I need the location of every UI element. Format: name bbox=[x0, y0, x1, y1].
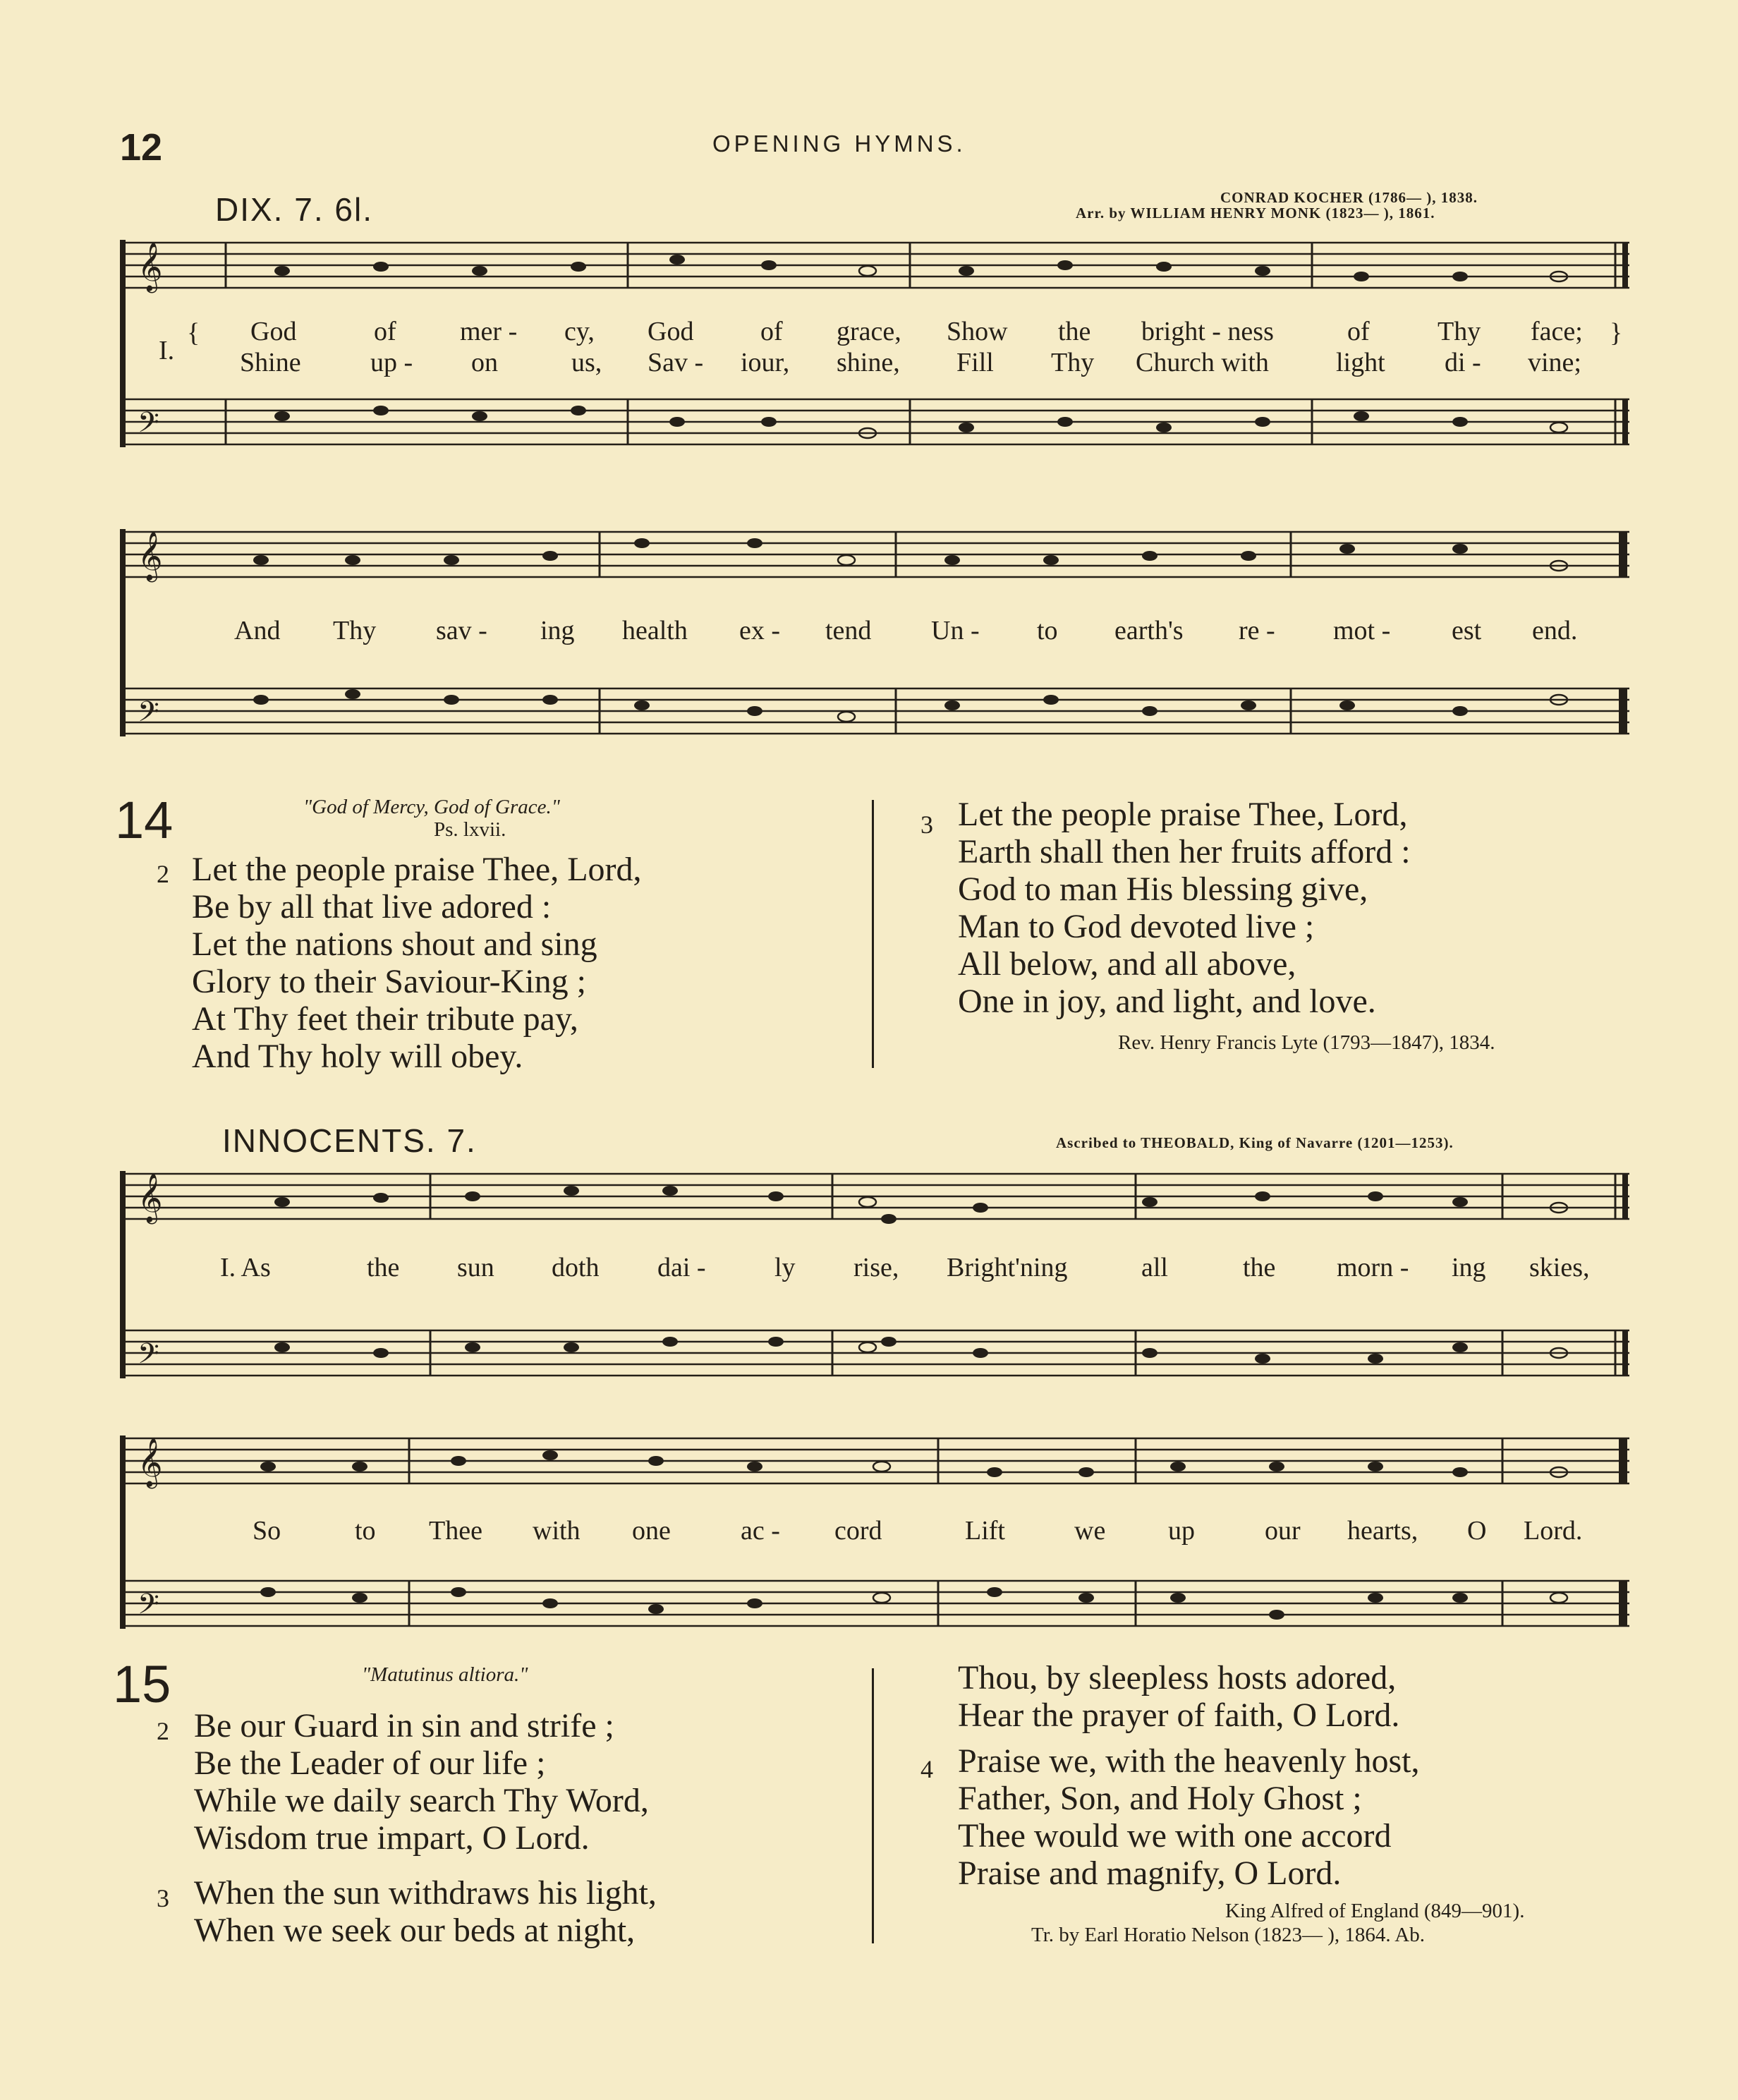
verse-line: Praise we, with the heavenly host, bbox=[958, 1742, 1420, 1780]
lyric: we bbox=[1074, 1516, 1106, 1546]
lyric: rise, bbox=[853, 1253, 899, 1282]
translator-credit: Tr. by Earl Horatio Nelson (1823— ), 1864. Ab. bbox=[1031, 1924, 1425, 1946]
verse-3 bbox=[194, 1874, 657, 1949]
lyric: ing bbox=[1452, 1253, 1486, 1282]
verse-2 bbox=[192, 851, 642, 1075]
lyric: And bbox=[234, 616, 281, 645]
lyric: us, bbox=[571, 348, 602, 377]
lyric: skies, bbox=[1529, 1253, 1590, 1282]
verse-number: I. bbox=[159, 336, 175, 365]
verse-line: Let the nations shout and sing bbox=[192, 925, 597, 963]
verse-4 bbox=[958, 1742, 1420, 1892]
lyric: iour, bbox=[741, 348, 790, 377]
lyric: di - bbox=[1445, 348, 1481, 377]
composer-credit: CONRAD KOCHER (1786— ), 1838. bbox=[1220, 189, 1478, 206]
lyric: ly bbox=[774, 1253, 796, 1282]
svg-text:𝄞: 𝄞 bbox=[138, 243, 163, 290]
lyric: on bbox=[471, 348, 498, 377]
verse-line: Man to God devoted live ; bbox=[958, 908, 1315, 945]
lyric: to bbox=[355, 1516, 376, 1546]
verse-number: 4 bbox=[920, 1755, 933, 1783]
verse-line: Thou, by sleepless hosts adored, bbox=[958, 1659, 1397, 1697]
svg-text:𝄢: 𝄢 bbox=[138, 697, 159, 734]
psalm-reference: Ps. lxvii. bbox=[434, 818, 506, 841]
composer-credit: Ascribed to THEOBALD, King of Navarre (1201—1253). bbox=[1056, 1134, 1454, 1151]
hymn-title: "Matutinus altiora." bbox=[362, 1663, 528, 1686]
lyric: ex - bbox=[739, 616, 781, 645]
lyric: God bbox=[648, 317, 694, 346]
lyric: O bbox=[1467, 1516, 1487, 1546]
lyric: bright - ness bbox=[1141, 317, 1274, 346]
verse-line: Praise and magnify, O Lord. bbox=[958, 1855, 1342, 1892]
lyric: with bbox=[533, 1516, 581, 1546]
lyric-brace: { bbox=[187, 318, 200, 348]
lyric: of bbox=[760, 317, 783, 346]
lyric: sav - bbox=[436, 616, 487, 645]
verse-line: At Thy feet their tribute pay, bbox=[192, 1000, 578, 1038]
lyric: to bbox=[1037, 616, 1058, 645]
page-header: OPENING HYMNS. bbox=[712, 131, 966, 157]
svg-text:𝄢: 𝄢 bbox=[138, 1589, 159, 1627]
lyric: cord bbox=[834, 1516, 882, 1546]
hymn-number: 15 bbox=[113, 1655, 171, 1713]
lyric: Un - bbox=[931, 616, 980, 645]
lyric: the bbox=[1243, 1253, 1276, 1282]
verse-line: All below, and all above, bbox=[958, 945, 1296, 983]
svg-text:𝄞: 𝄞 bbox=[138, 533, 163, 579]
hymn-number: 14 bbox=[115, 791, 174, 849]
lyric: Bright'ning bbox=[947, 1253, 1068, 1282]
lyric-brace-right: } bbox=[1610, 318, 1623, 348]
verse-line: Let the people praise Thee, Lord, bbox=[192, 851, 642, 888]
verse-line: God to man His blessing give, bbox=[958, 870, 1368, 908]
lyric: up - bbox=[370, 348, 413, 377]
lyric: of bbox=[374, 317, 396, 346]
verse-3-continued bbox=[958, 1659, 1399, 1734]
lyric: Church with bbox=[1136, 348, 1269, 377]
verse-line: Hear the prayer of faith, O Lord. bbox=[958, 1697, 1400, 1734]
lyric: grace, bbox=[837, 317, 901, 346]
lyric: Thy bbox=[333, 616, 377, 645]
svg-text:𝄢: 𝄢 bbox=[138, 408, 159, 445]
lyric: Thy bbox=[1051, 348, 1095, 377]
verse-line: Earth shall then her fruits afford : bbox=[958, 833, 1411, 870]
author-credit: King Alfred of England (849—901). bbox=[1225, 1900, 1525, 1922]
lyric: I. As bbox=[220, 1253, 271, 1282]
svg-text:𝄞: 𝄞 bbox=[138, 1439, 163, 1486]
verse-line: Be by all that live adored : bbox=[192, 888, 552, 925]
tune-name-innocents: INNOCENTS. 7. bbox=[222, 1122, 477, 1159]
lyric: cy, bbox=[564, 317, 595, 346]
verse-line: And Thy holy will obey. bbox=[192, 1038, 523, 1075]
tune-name-dix: DIX. 7. 6l. bbox=[215, 191, 373, 228]
verse-line: Be our Guard in sin and strife ; bbox=[194, 1707, 614, 1744]
lyric: morn - bbox=[1337, 1253, 1409, 1282]
page-number: 12 bbox=[120, 126, 163, 169]
lyric: Show bbox=[947, 317, 1008, 346]
lyric: Lift bbox=[965, 1516, 1005, 1546]
lyric: doth bbox=[552, 1253, 600, 1282]
lyric: ing bbox=[540, 616, 575, 645]
lyric: the bbox=[367, 1253, 400, 1282]
column-divider bbox=[872, 800, 874, 1068]
lyric: end. bbox=[1532, 616, 1578, 645]
verse-line: Be the Leader of our life ; bbox=[194, 1744, 546, 1782]
verse-number: 3 bbox=[920, 811, 933, 839]
lyric: Thee bbox=[429, 1516, 482, 1546]
verse-line: Glory to their Saviour-King ; bbox=[192, 963, 586, 1000]
verse-number: 3 bbox=[157, 1884, 169, 1912]
author-credit: Rev. Henry Francis Lyte (1793—1847), 1834. bbox=[1118, 1031, 1495, 1054]
lyric: of bbox=[1347, 317, 1370, 346]
lyric: earth's bbox=[1114, 616, 1184, 645]
lyric: Lord. bbox=[1524, 1516, 1583, 1546]
lyric: all bbox=[1141, 1253, 1168, 1282]
column-divider bbox=[872, 1668, 874, 1943]
lyric: dai - bbox=[657, 1253, 706, 1282]
lyric: tend bbox=[825, 616, 872, 645]
lyric: health bbox=[622, 616, 688, 645]
lyric: God bbox=[250, 317, 297, 346]
verse-2 bbox=[194, 1707, 649, 1857]
arranger-credit: Arr. by WILLIAM HENRY MONK (1823— ), 1861. bbox=[1076, 205, 1435, 221]
lyric: Shine bbox=[240, 348, 301, 377]
verse-line: Thee would we with one accord bbox=[958, 1817, 1392, 1855]
lyric: re - bbox=[1239, 616, 1275, 645]
lyric: sun bbox=[457, 1253, 494, 1282]
lyric: Sav - bbox=[648, 348, 704, 377]
lyric: mot - bbox=[1333, 616, 1391, 645]
verse-line: When we seek our beds at night, bbox=[194, 1912, 636, 1949]
lyric: hearts, bbox=[1347, 1516, 1418, 1546]
svg-text:𝄞: 𝄞 bbox=[138, 1175, 163, 1221]
verse-line: Father, Son, and Holy Ghost ; bbox=[958, 1780, 1362, 1817]
svg-text:𝄢: 𝄢 bbox=[138, 1339, 159, 1376]
lyric: Fill bbox=[956, 348, 994, 377]
lyric: shine, bbox=[837, 348, 900, 377]
lyric: est bbox=[1452, 616, 1482, 645]
lyric: light bbox=[1336, 348, 1385, 377]
verse-line: Let the people praise Thee, Lord, bbox=[958, 796, 1408, 833]
verse-line: One in joy, and light, and love. bbox=[958, 983, 1376, 1020]
lyric: mer - bbox=[460, 317, 518, 346]
lyric: vine; bbox=[1528, 348, 1581, 377]
verse-line: When the sun withdraws his light, bbox=[194, 1874, 657, 1912]
lyric: up bbox=[1168, 1516, 1195, 1546]
lyric: ac - bbox=[741, 1516, 780, 1546]
lyric: our bbox=[1265, 1516, 1301, 1546]
verse-number: 2 bbox=[157, 1717, 169, 1745]
lyric: Thy bbox=[1438, 317, 1481, 346]
verse-number: 2 bbox=[157, 860, 169, 888]
hymn-title: "God of Mercy, God of Grace." bbox=[303, 796, 560, 818]
lyric: the bbox=[1058, 317, 1091, 346]
verse-line: While we daily search Thy Word, bbox=[194, 1782, 649, 1819]
verse-3 bbox=[958, 796, 1411, 1020]
lyric: So bbox=[253, 1516, 281, 1546]
lyric: one bbox=[632, 1516, 671, 1546]
verse-line: Wisdom true impart, O Lord. bbox=[194, 1819, 590, 1857]
lyric: face; bbox=[1531, 317, 1583, 346]
